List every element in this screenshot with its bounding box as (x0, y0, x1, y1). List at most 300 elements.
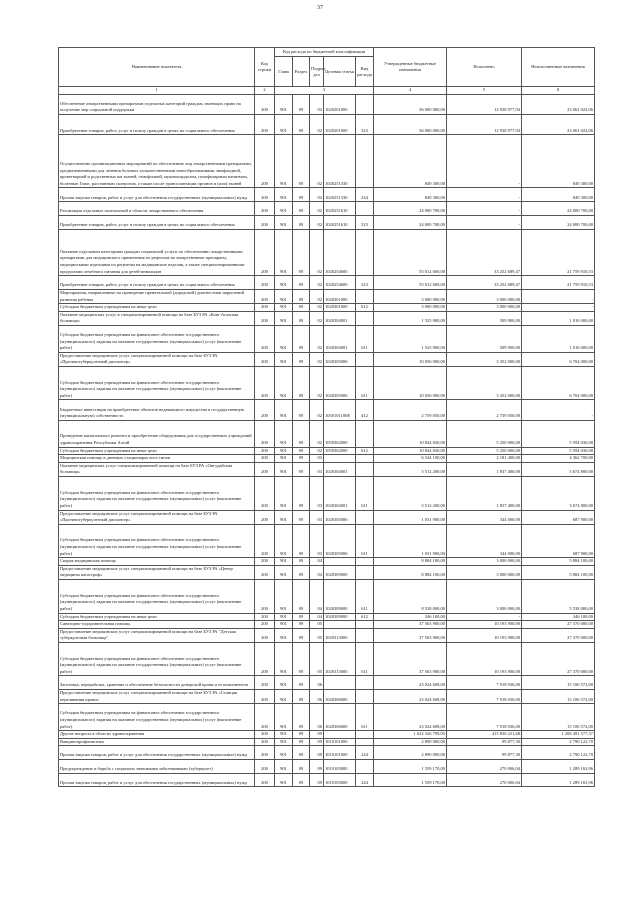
table-cell-razdel: 09 (293, 447, 310, 455)
table-cell-approved: 2 759 050,00 (374, 400, 447, 420)
table-cell-code: 200 (255, 628, 275, 642)
table-cell-approved: 1 525 900,00 (374, 311, 447, 325)
table-cell-code: 200 (255, 304, 275, 312)
table-row (59, 114, 595, 134)
table-cell-podrazdel: 04 (310, 558, 324, 566)
table-cell-approved: 23 024 608,00 (374, 676, 447, 690)
table-cell-approved: 37 563 900,00 (374, 621, 447, 629)
table-cell-approved: 2 890 000,00 (374, 738, 447, 746)
table-cell-name: Приобретение товаров, работ, услуг в пользу граждан в целях их социального обеспечения (59, 114, 255, 134)
table-cell-razdel: 09 (293, 580, 310, 614)
table-cell-razdel: 09 (293, 462, 310, 476)
table-cell-approved: 8 538 000,00 (374, 580, 447, 614)
table-cell-unexecuted: 346 100,00 (522, 613, 595, 621)
table-row (59, 477, 595, 511)
table-row (59, 642, 595, 676)
table-row (59, 420, 595, 447)
table-cell-vid (356, 135, 374, 188)
table-row (59, 352, 595, 366)
table-cell-approved: 1 525 900,00 (374, 325, 447, 352)
table-cell-executed: - (447, 215, 522, 229)
table-row (59, 94, 595, 114)
table-cell-unexecuted: 5 884 100,00 (522, 565, 595, 579)
table-cell-approved: 8 884 100,00 (374, 558, 447, 566)
table-row (59, 760, 595, 774)
table-cell-podrazdel: 05 (310, 642, 324, 676)
table-cell-razdel: 09 (293, 276, 310, 290)
table-cell-name: Субсидии бюджетным учреждениям на финансовое обеспечение государственного (муниципального) задания на оказание государственных (муниципальных) услуг (выполнение работ) (59, 642, 255, 676)
table-cell-name: Оказание медицинских услуг специализированной помощи на базе БУЗ РА «Онгудайская больница» (59, 462, 255, 476)
table-cell-glava: 901 (275, 289, 293, 303)
table-cell-executed: 5 250 000,00 (447, 420, 522, 447)
table-cell-podrazdel: 02 (310, 325, 324, 352)
table-cell-glava: 901 (275, 114, 293, 134)
table-row (59, 289, 595, 303)
table-cell-unexecuted: 849 300,00 (522, 135, 595, 188)
table-cell-statya: 1010103000 (324, 773, 356, 787)
table-cell-glava: 901 (275, 304, 293, 312)
table-cell-code: 200 (255, 276, 275, 290)
table-cell-name: Мероприятия, направленные на проведение пренатальной (дородовой) диагностики нарушений развития ребенка (59, 289, 255, 303)
table-row (59, 311, 595, 325)
table-cell-unexecuted: 3 674 800,00 (522, 477, 595, 511)
table-cell-approved: 24 000 700,00 (374, 215, 447, 229)
column-number: 2 (255, 87, 275, 95)
table-cell-razdel: 09 (293, 773, 310, 787)
table-cell-executed: - (447, 135, 522, 188)
table-cell-vid (356, 690, 374, 704)
table-cell-glava: 901 (275, 447, 293, 455)
table-cell-executed: 12 938 977,94 (447, 94, 522, 114)
table-cell-podrazdel: 04 (310, 613, 324, 621)
table-cell-executed: 1 837 400,00 (447, 477, 522, 511)
table-cell-glava: 901 (275, 690, 293, 704)
table-cell-vid: 244 (356, 188, 374, 202)
table-cell-razdel: 09 (293, 366, 310, 400)
column-number: 3 (275, 87, 374, 95)
table-cell-name: Субсидии бюджетным учреждениям на иные цели (59, 447, 255, 455)
table-cell-name: Прочая закупка товаров, работ и услуг для обеспечения государственных (муниципальных) нужд (59, 773, 255, 787)
table-cell-podrazdel: 03 (310, 510, 324, 524)
table-cell-statya: 1020301000 (324, 289, 356, 303)
table-cell-statya (324, 455, 356, 463)
table-row (59, 621, 595, 629)
table-cell-statya: 1020301000 (324, 304, 356, 312)
table-cell-glava: 901 (275, 704, 293, 731)
table-cell-approved: 849 300,00 (374, 188, 447, 202)
table-row (59, 325, 595, 352)
table-cell-vid (356, 760, 374, 774)
table-cell-unexecuted: 849 300,00 (522, 188, 595, 202)
table-row (59, 690, 595, 704)
table-cell-unexecuted: 1 016 000,00 (522, 311, 595, 325)
table-row (59, 704, 595, 731)
table-row (59, 613, 595, 621)
page-number: 37 (317, 5, 323, 11)
table-cell-vid (356, 510, 374, 524)
table-cell-executed: - (447, 188, 522, 202)
table-cell-approved: 5 512 200,00 (374, 477, 447, 511)
table-cell-executed: 415 830 221,68 (447, 731, 522, 739)
table-cell-vid (356, 455, 374, 463)
table-cell-unexecuted: 1 016 000,00 (522, 325, 595, 352)
table-cell-razdel: 09 (293, 202, 310, 216)
table-cell-glava: 901 (275, 455, 293, 463)
table-row (59, 628, 595, 642)
table-cell-name: Проведение капитального ремонта и приобретение оборудования для государственных учреждений здравоохранения Республики Алтай (59, 420, 255, 447)
table-cell-vid (356, 229, 374, 276)
table-cell-statya: 1020304001 (324, 325, 356, 352)
table-cell-unexecuted: 5 594 030,00 (522, 447, 595, 455)
table-cell-unexecuted: 15 106 572,00 (522, 690, 595, 704)
table-cell-razdel: 09 (293, 352, 310, 366)
table-cell-razdel: 09 (293, 229, 310, 276)
header-name: Наименование показателя (59, 48, 255, 87)
table-cell-executed: 3 000 000,00 (447, 304, 522, 312)
table-cell-unexecuted: 1 206 491 577,37 (522, 731, 595, 739)
table-row (59, 676, 595, 690)
table-cell-approved: 2 890 000,00 (374, 746, 447, 760)
table-cell-code: 200 (255, 760, 275, 774)
table-cell-podrazdel: 02 (310, 447, 324, 455)
table-cell-executed: 509 900,00 (447, 311, 522, 325)
table-cell-razdel: 09 (293, 215, 310, 229)
table-cell-code: 200 (255, 690, 275, 704)
table-cell-podrazdel: 02 (310, 289, 324, 303)
table-cell-podrazdel: 02 (310, 215, 324, 229)
table-cell-podrazdel: 04 (310, 580, 324, 614)
table-cell-statya: 1050302000 (324, 420, 356, 447)
table-cell-name: Субсидии бюджетным учреждениям на финансовое обеспечение государственного (муниципального) задания на оказание государственных (муниципальных) услуг (выполнение работ) (59, 477, 255, 511)
table-cell-glava: 901 (275, 229, 293, 276)
table-cell-glava: 901 (275, 400, 293, 420)
table-cell-statya: 1020309000 (324, 565, 356, 579)
table-cell-glava: 901 (275, 524, 293, 558)
table-cell-razdel: 09 (293, 477, 310, 511)
table-cell-razdel: 09 (293, 621, 310, 629)
table-cell-unexecuted: 27 370 000,00 (522, 628, 595, 642)
table-cell-glava: 901 (275, 188, 293, 202)
table-cell-podrazdel: 03 (310, 455, 324, 463)
table-cell-code: 200 (255, 462, 275, 476)
table-row (59, 558, 595, 566)
table-cell-approved: 1 622 326 799,05 (374, 731, 447, 739)
table-row (59, 580, 595, 614)
table-cell-executed: 3 000 000,00 (447, 580, 522, 614)
table-cell-executed: 12 938 977,94 (447, 114, 522, 134)
table-cell-glava: 901 (275, 215, 293, 229)
table-cell-glava: 901 (275, 628, 293, 642)
table-cell-podrazdel: 05 (310, 628, 324, 642)
table-cell-unexecuted: 23 061 022,06 (522, 114, 595, 134)
table-cell-glava: 901 (275, 366, 293, 400)
table-cell-approved: 10 844 030,00 (374, 447, 447, 455)
table-cell-executed: 1 837 400,00 (447, 462, 522, 476)
table-cell-name: Субсидии бюджетным учреждениям на финансовое обеспечение государственного (муниципального) задания на оказание государственных (муниципальных) услуг (выполнение работ) (59, 366, 255, 400)
column-number: 4 (374, 87, 447, 95)
table-cell-unexecuted: 4 362 700,00 (522, 455, 595, 463)
table-cell-vid (356, 352, 374, 366)
table-cell-statya: 1020254600 (324, 276, 356, 290)
table-cell-podrazdel: 05 (310, 621, 324, 629)
table-row (59, 304, 595, 312)
table-cell-razdel: 09 (293, 304, 310, 312)
table-row (59, 455, 595, 463)
table-cell-unexecuted: 1 289 163,96 (522, 760, 595, 774)
table-cell-unexecuted: - (522, 289, 595, 303)
table-cell-name: Прочая закупка товаров, работ и услуг для обеспечения государственных (муниципальных) нужд (59, 746, 255, 760)
table-cell-podrazdel: 02 (310, 114, 324, 134)
table-cell-vid: 611 (356, 580, 374, 614)
table-cell-podrazdel: 02 (310, 420, 324, 447)
table-cell-vid (356, 628, 374, 642)
table-cell-executed: 10 193 900,00 (447, 642, 522, 676)
table-cell-glava: 901 (275, 580, 293, 614)
table-row (59, 229, 595, 276)
table-cell-podrazdel: 02 (310, 229, 324, 276)
header-podrazdel: Подраз-дел (310, 57, 324, 87)
table-cell-code: 200 (255, 311, 275, 325)
table-cell-vid: 323 (356, 215, 374, 229)
table-cell-razdel: 09 (293, 558, 310, 566)
table-cell-podrazdel: 09 (310, 746, 324, 760)
table-cell-statya (324, 558, 356, 566)
table-cell-glava: 901 (275, 311, 293, 325)
table-cell-vid: 244 (356, 773, 374, 787)
table-cell-statya: 1050302000 (324, 447, 356, 455)
table-cell-statya: 1020251330 (324, 188, 356, 202)
table-cell-razdel: 09 (293, 510, 310, 524)
table-cell-razdel: 09 (293, 420, 310, 447)
table-cell-executed: 3 352 000,00 (447, 352, 522, 366)
table-cell-glava: 901 (275, 510, 293, 524)
table-cell-podrazdel: 02 (310, 135, 324, 188)
table-cell-approved: 36 000 000,00 (374, 114, 447, 134)
table-cell-code: 200 (255, 352, 275, 366)
table-cell-executed: 7 918 036,00 (447, 704, 522, 731)
table-cell-glava: 901 (275, 202, 293, 216)
table-cell-podrazdel: 02 (310, 94, 324, 114)
table-cell-glava: 901 (275, 477, 293, 511)
table-cell-unexecuted: 15 106 572,00 (522, 704, 595, 731)
table-cell-glava: 901 (275, 746, 293, 760)
table-cell-glava: 901 (275, 135, 293, 188)
table-cell-executed: 99 877,30 (447, 738, 522, 746)
table-cell-razdel: 09 (293, 628, 310, 642)
table-cell-statya: 1020313000 (324, 642, 356, 676)
table-cell-podrazdel: 02 (310, 400, 324, 420)
table-cell-statya: 1020305006 (324, 352, 356, 366)
column-number: 5 (447, 87, 522, 95)
table-cell-executed: 344 000,00 (447, 524, 522, 558)
table-cell-unexecuted: 5 884 100,00 (522, 558, 595, 566)
table-cell-code: 200 (255, 510, 275, 524)
table-cell-unexecuted: 24 000 700,00 (522, 202, 595, 216)
table-cell-approved: 3 000 000,00 (374, 289, 447, 303)
table-cell-name: Приобретение товаров, работ, услуг в пользу граждан в целях их социального обеспечения (59, 215, 255, 229)
table-cell-razdel: 09 (293, 311, 310, 325)
table-row (59, 400, 595, 420)
table-cell-podrazdel: 03 (310, 524, 324, 558)
table-cell-name: Субсидии бюджетным учреждениям на финансовое обеспечение государственного (муниципального) задания на оказание государственных (муниципальных) услуг (выполнение работ) (59, 580, 255, 614)
table-cell-statya: 1020201000 (324, 114, 356, 134)
table-cell-executed: 33 252 689,47 (447, 276, 522, 290)
table-cell-unexecuted: 2 790 122,70 (522, 738, 595, 746)
table-cell-unexecuted: 2 790 122,70 (522, 746, 595, 760)
table-cell-glava: 901 (275, 565, 293, 579)
table-cell-statya: 1020201000 (324, 94, 356, 114)
table-cell-approved: 10 844 030,00 (374, 420, 447, 447)
table-cell-unexecuted: 27 370 000,00 (522, 621, 595, 629)
table-cell-glava: 901 (275, 621, 293, 629)
table-cell-vid: 612 (356, 304, 374, 312)
table-row (59, 215, 595, 229)
column-number: 6 (522, 87, 595, 95)
table-cell-name: Обеспечение лекарственными препаратами отдельных категорий граждан, имеющих право на получение мер социальной поддержки (59, 94, 255, 114)
table-cell-code: 200 (255, 420, 275, 447)
table-cell-code: 200 (255, 215, 275, 229)
table-cell-glava: 901 (275, 420, 293, 447)
table-cell-razdel: 09 (293, 524, 310, 558)
table-row (59, 773, 595, 787)
table-cell-unexecuted: - (522, 400, 595, 420)
table-cell-unexecuted: 6 704 000,00 (522, 366, 595, 400)
header-classification: Код расхода по бюджетной классификации (275, 48, 374, 57)
table-cell-executed: 3 000 000,00 (447, 289, 522, 303)
table-cell-glava: 901 (275, 676, 293, 690)
table-cell-statya: 1020305006 (324, 510, 356, 524)
table-cell-vid (356, 94, 374, 114)
table-cell-approved: 346 100,00 (374, 613, 447, 621)
table-cell-code: 200 (255, 676, 275, 690)
table-cell-name: Оказание медицинских услуг в специализированной помощи на базе БУЗ РА «Кош-Агачская больница» (59, 311, 255, 325)
table-cell-code: 200 (255, 773, 275, 787)
table-cell-code: 200 (255, 325, 275, 352)
table-cell-executed: - (447, 613, 522, 621)
table-cell-code: 200 (255, 746, 275, 760)
table-cell-statya: 1020306000 (324, 704, 356, 731)
table-cell-statya: 1020254600 (324, 229, 356, 276)
table-cell-glava: 901 (275, 94, 293, 114)
table-cell-vid: 612 (356, 447, 374, 455)
table-cell-unexecuted: 3 674 800,00 (522, 462, 595, 476)
header-approved: Утвержденные бюджетные назначения (374, 48, 447, 87)
table-cell-razdel: 09 (293, 746, 310, 760)
table-row (59, 731, 595, 739)
table-cell-executed: 2 759 050,00 (447, 400, 522, 420)
table-cell-executed: 10 193 900,00 (447, 621, 522, 629)
table-cell-approved: 1 031 900,00 (374, 524, 447, 558)
table-cell-podrazdel: 09 (310, 731, 324, 739)
table-cell-statya: 1010101000 (324, 738, 356, 746)
table-row (59, 738, 595, 746)
table-cell-statya: 1010101000 (324, 746, 356, 760)
table-cell-code: 200 (255, 477, 275, 511)
table-cell-name: Санаторно-оздоровительная помощь (59, 621, 255, 629)
table-cell-razdel: 09 (293, 188, 310, 202)
table-cell-name: Субсидии бюджетным учреждениям на иные цели (59, 304, 255, 312)
table-cell-vid: 611 (356, 642, 374, 676)
table-cell-statya: 1020313000 (324, 628, 356, 642)
table-cell-code: 200 (255, 447, 275, 455)
table-cell-statya: 1010103000 (324, 760, 356, 774)
table-row (59, 746, 595, 760)
table-cell-podrazdel: 06 (310, 704, 324, 731)
table-cell-vid (356, 565, 374, 579)
table-cell-unexecuted: 23 061 022,06 (522, 94, 595, 114)
table-cell-razdel: 09 (293, 760, 310, 774)
table-cell-statya: 1020305006 (324, 524, 356, 558)
table-cell-vid: 611 (356, 325, 374, 352)
table-cell-statya: 1020251610 (324, 215, 356, 229)
table-row (59, 202, 595, 216)
table-cell-approved: 3 000 000,00 (374, 304, 447, 312)
table-body (59, 94, 595, 787)
table-cell-podrazdel: 06 (310, 676, 324, 690)
table-cell-vid (356, 621, 374, 629)
table-cell-approved: 36 000 000,00 (374, 94, 447, 114)
table-cell-name: Субсидии бюджетным учреждениям на финансовое обеспечение государственного (муниципального) задания на оказание государственных (муниципальных) услуг (выполнение работ) (59, 325, 255, 352)
table-cell-executed: 344 000,00 (447, 510, 522, 524)
table-cell-code: 200 (255, 580, 275, 614)
table-cell-statya (324, 621, 356, 629)
table-cell-name: Предоставление медицинских услуг специализированной помощи на базе БУЗ РА «Противотуберкулезный диспансер» (59, 352, 255, 366)
table-cell-name: Предоставление медицинских услуг специализированной помощи на базе БУЗ РА «Противотуберкулезный диспансер» (59, 510, 255, 524)
table-cell-executed: 10 193 900,00 (447, 628, 522, 642)
table-row (59, 135, 595, 188)
table-cell-statya: 1020309000 (324, 580, 356, 614)
table-cell-glava: 901 (275, 352, 293, 366)
table-cell-name: Реализация отдельных полномочий в области лекарственного обеспечения (59, 202, 255, 216)
table-cell-code: 200 (255, 289, 275, 303)
table-cell-name: Приобретение товаров, работ, услуг в пользу граждан в целях их социального обеспечения (59, 276, 255, 290)
table-cell-name: Предоставление медицинских услуг специализированной помощи на базе БУЗ РА «Станция переливания крови» (59, 690, 255, 704)
table-cell-podrazdel: 03 (310, 477, 324, 511)
table-row (59, 188, 595, 202)
table-cell-executed: 2 181 400,00 (447, 455, 522, 463)
table-cell-statya: 1020306000 (324, 690, 356, 704)
table-cell-statya: 1020309000 (324, 613, 356, 621)
table-cell-name: Скорая медицинская помощь (59, 558, 255, 566)
header-razdel: Раздел (293, 57, 310, 87)
table-cell-executed: 7 918 036,00 (447, 676, 522, 690)
table-cell-unexecuted: - (522, 304, 595, 312)
table-cell-glava: 901 (275, 276, 293, 290)
table-cell-name: Медицинская помощь в дневных стационарах всех типов (59, 455, 255, 463)
table-cell-vid: 323 (356, 114, 374, 134)
table-cell-executed: 3 000 000,00 (447, 565, 522, 579)
budget-table (58, 47, 595, 787)
table-cell-vid: 611 (356, 366, 374, 400)
table-cell-glava: 901 (275, 613, 293, 621)
table-cell-statya: 1020304001 (324, 462, 356, 476)
table-cell-name: Субсидии бюджетным учреждениям на финансовое обеспечение государственного (муниципального) задания на оказание государственных (муниципальных) услуг (выполнение работ) (59, 704, 255, 731)
table-cell-name: Субсидии бюджетным учреждениям на иные цели (59, 613, 255, 621)
table-cell-name: Осуществление организационных мероприятий по обеспечению лиц лекарственными препаратами, предназначенными для лечения больных злокачественными новообразованиями лимфоидной, кроветворной и родственных им тканей, гемофилией, муковисцидозом, гипофизарным нанизмом, болезнью Гоше, рассеянным склерозом, а также после трансплантации органов и (или) тканей (59, 135, 255, 188)
table-cell-statya: 1020251610 (324, 202, 356, 216)
table-cell-razdel: 09 (293, 455, 310, 463)
table-cell-name: Предоставление медицинских услуг специализированной помощи на базе БУЗ РА "Детская туберкулезная больница" (59, 628, 255, 642)
table-cell-podrazdel: 09 (310, 738, 324, 746)
header-statya: Целевая статья (324, 57, 356, 87)
table-cell-unexecuted: 6 704 000,00 (522, 352, 595, 366)
header-executed: Исполнено (447, 48, 522, 87)
table-cell-vid (356, 420, 374, 447)
table-cell-glava: 901 (275, 738, 293, 746)
table-cell-razdel: 09 (293, 135, 310, 188)
header-vid: Вид расхода (356, 57, 374, 87)
table-cell-podrazdel: 02 (310, 304, 324, 312)
